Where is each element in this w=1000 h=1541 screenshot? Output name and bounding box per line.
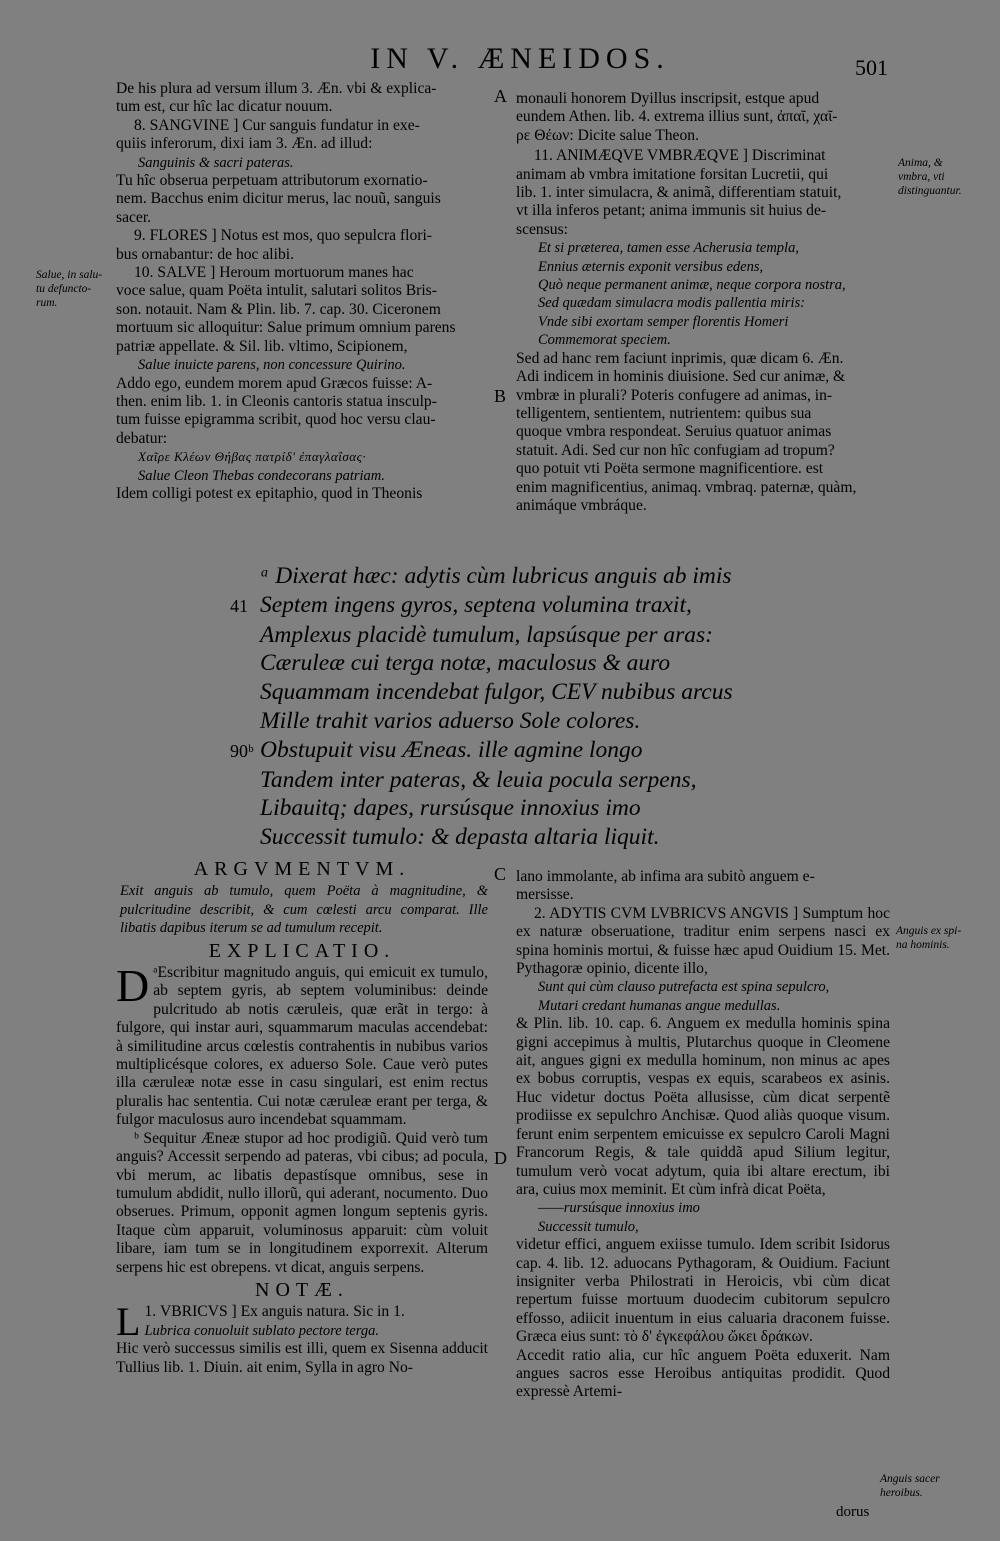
text-block: mersisse. <box>516 886 574 904</box>
margin-letter-b: B <box>494 386 507 406</box>
poem-line <box>230 766 850 795</box>
text-line: tum est, cur hîc lac dicatur nouum. <box>116 98 333 116</box>
aeneid-verses <box>230 562 850 852</box>
text-line: nem. Bacchus enim dicitur merus, lac nouũ, sanguis <box>116 190 441 208</box>
poem-line <box>230 591 850 621</box>
page-number: 501 <box>855 55 888 80</box>
margin-letter-d: D <box>494 1148 507 1168</box>
text-block: videtur effici, anguem exiisse tumulo. Idem scribit Isidorus cap. 4. lib. 12. aduocans Pythagoram, & Ouidium. Faciunt insigniter verba Philostrati in Heroicis, vbi cùm dicat repertum fuisse mortuum duodecim cubitorum sepulcro effosso, adiicit inuentum in eius caluaria draconem fuisse. Græca eius sunt: τὸ δ' ἐγκεφάλου ὤκει δράκων. <box>516 1236 890 1346</box>
notae-heading: NOTÆ. <box>255 1278 349 1301</box>
poem-text: Tandem inter pateras, & leuia pocula serpens, <box>260 766 697 793</box>
line-number: 90ᵇ <box>230 740 254 761</box>
drop-cap: D <box>116 960 150 1012</box>
text-line: Sed ad hanc rem faciunt inprimis, quæ dicam 6. Æn. <box>516 349 844 367</box>
text-line: De his plura ad versum illum 3. Æn. vbi & explica- <box>116 80 437 97</box>
line-number: 41 <box>230 595 248 616</box>
explicatio-paragraph-b: ᵇ Sequitur Æneæ stupor ad hoc prodigiũ. Quid verò tum anguis? Accessit serpendo ad pateras, vbi cibus; ad pocula, vbi merum, ac libatis depastísque omnibus, sese in tumulum abdidit, nullo illorũ, qui aderant, nocumento. Duo obserues. Primum, opponit agmen longum septenis gyris. Itaque cùm apparuit, voluminosus apparuit: cùm voluit libare, iam tum se in longitudinem exporrexit. Alterum serpens hic est obrepens. vt dicat, anguis serpens. <box>116 1129 488 1276</box>
text-line: eundem Athen. lib. 4. extrema illius sunt, ἀπαῖ, χαῖ- <box>516 108 838 126</box>
poem-text: Successit tumulo: & depasta altaria liquit. <box>260 824 660 851</box>
poem-text: Mille trahit varios aduerso Sole colores. <box>260 707 641 734</box>
poem-text: Septem ingens gyros, septena volumina traxit, <box>260 591 692 618</box>
greek-line: Χαῖρε Κλέων Θήβας πατρίδ' ἐπαγλαΐσας· <box>138 449 367 465</box>
verse-line: Quò neque permanent animæ, neque corpora nostra, <box>538 277 846 294</box>
text-line: quiis inferorum, dixi iam 3. Æn. ad illud: <box>116 135 373 153</box>
text-line: enim magnificentius, animaq. vmbraq. paternæ, quàm, <box>516 478 857 496</box>
text-line: sacer. <box>116 208 152 226</box>
margin-note-anima: Anima, & vmbra, vti distinguantur. <box>898 157 962 197</box>
text-line: 9. FLORES ] Notus est mos, quo sepulcra flori- <box>134 227 432 245</box>
poem-text: Squammam incendebat fulgor, CEV nubibus arcus <box>260 679 733 706</box>
poem-text: Cæruleæ cui terga notæ, maculosus & auro <box>260 650 671 677</box>
text-line: bus ornabantur: de hoc alibi. <box>116 245 294 263</box>
verse-line: Mutari credant humanas angue medullas. <box>538 997 781 1014</box>
notae-text: Hic verò successus similis est illi, quem ex Sisenna adducit Tullius lib. 1. Diuin. ait enim, Sylla in agro No- <box>116 1340 488 1376</box>
notae-text: VBRICVS ] Ex anguis natura. Sic in 1. <box>160 1303 405 1321</box>
poem-line <box>230 678 850 707</box>
text-line: scensus: <box>516 220 568 238</box>
poem-line <box>230 649 850 678</box>
verse-line: ——rursúsque innoxius imo <box>538 1200 700 1217</box>
verse-line: Successit tumulo, <box>538 1218 639 1235</box>
text-line: animam ab vmbra imitatione forsitan Lucretii, qui <box>516 165 829 183</box>
text-line: debatur: <box>116 429 168 447</box>
note-marker: ᵃ <box>153 964 158 982</box>
margin-letter-c: C <box>494 864 507 884</box>
argumentum-heading: ARGVMENTVM. <box>193 858 411 880</box>
text-line: Idem colligi potest ex epitaphio, quod in Theonis <box>116 484 423 502</box>
text-line: mortuum sic alloquitur: Salue primum omnium parens <box>116 319 456 337</box>
verse-line: Ennius æternis exponit versibus edens, <box>538 258 764 275</box>
text-line: 11. ANIMÆQVE VMBRÆQVE ] Discriminat <box>534 147 826 165</box>
text-line: telligentem, sentientem, nutrientem: quibus sua <box>516 404 812 422</box>
running-title: IN V. ÆNEIDOS. <box>370 42 670 75</box>
explicatio-paragraph-a <box>116 960 488 1130</box>
verse-line: Salue Cleon Thebas condecorans patriam. <box>138 467 385 484</box>
margin-note-angues-sacri: Anguis sacer heroibus. <box>880 1473 940 1499</box>
left-column-bottom <box>116 856 488 1377</box>
text-line: patriæ appellate. & Sil. lib. vltimo, Scipionem, <box>116 337 408 355</box>
poem-line <box>230 736 850 766</box>
right-column-bottom <box>516 868 890 1402</box>
poem-text: Obstupuit visu Æneas. ille agmine longo <box>260 736 643 763</box>
poem-line <box>230 621 850 650</box>
text-block: Accedit ratio alia, cur hîc anguem Poëta eduxerit. Nam angues sacros esse Heroibus antiquitas prodidit. Quod expressè Artemi- <box>516 1346 890 1401</box>
text-line: tum fuisse epigramma scribit, quod hoc versu clau- <box>116 411 436 429</box>
poem-line <box>230 562 850 591</box>
text-block: lano immolante, ab infima ara subitò anguem e- <box>516 868 815 885</box>
argumentum-text: Exit anguis ab tumulo, quem Poëta à magnitudine, & pulcritudine describit, & cum cœlesti arcu comparat. Ille libatis dapibus iterum se ad tumulum recepit. <box>120 883 488 937</box>
catchword: dorus <box>836 1504 870 1520</box>
poem-text: Libauitq; dapes, rursúsque innoxius imo <box>260 795 641 822</box>
text-line: 10. SALVE ] Heroum mortuorum manes hac <box>134 264 414 282</box>
text-block: 2. ADYTIS CVM LVBRICVS ANGVIS ] Sumptum hoc ex naturæ obseruatione, traditur enim serpens nasci ex spina hominis mortui, & fuisse hæc apud Ouidium 15. Met. Pythagoræ opinio, dicente illo, <box>516 904 890 978</box>
poem-text: Amplexus placidè tumulum, lapsúsque per aras: <box>260 621 713 648</box>
text-line: Adi indicem in hominis diuisione. Sed cur animæ, & <box>516 368 846 386</box>
text-line: quoque vmbra respondeat. Seruius quatuor animas <box>516 423 832 441</box>
text-line: 8. SANGVINE ] Cur sanguis fundatur in exe- <box>134 116 420 134</box>
verse-line: Sed quædam simulacra modis pallentia miris: <box>538 295 806 312</box>
text-line: ρε Θέων: Dicite salue Theon. <box>516 126 699 144</box>
drop-cap: L <box>116 1299 141 1345</box>
text-line: lib. 1. inter simulacra, & animã, differentiam statuit, <box>516 184 842 202</box>
text-line: quo potuit vti Poëta sermone magnificentiore. est <box>516 460 824 478</box>
text-block: & Plin. lib. 10. cap. 6. Anguem ex medulla hominis spina gigni accepimus à multis, Plutarchus quoque in Cleomene ait, angues gigni ex medulla hominum, non minus ac apes ex bobus corruptis, vespas ex equis, scarabeos ex asinis. Huc videtur doctus Poëta allusisse, cùm dicat serpentẽ prodiisse ex sepulchro Anchisæ. Quod aliàs quoque visum. ferunt enim serpentem emicuisse ex sepulcro Caroli Magni Francorum Regis, & tale quiddã apud Silium legitur, tumulum verò vocat adytum, quia ibi altare erectum, ibi ara, cuius mox meminit. Et cùm infrà dicat Poëta, <box>516 1015 890 1198</box>
poem-line <box>230 823 850 852</box>
verse-line: Et si præterea, tamen esse Acherusia templa, <box>538 240 799 257</box>
margin-note-salue: Salue, in salu- tu defuncto- rum. <box>36 269 103 309</box>
verse-line: Commemorat speciem. <box>538 332 671 349</box>
text-line: voce salue, quam Poëta intulit, salutari solitos Bris- <box>116 282 437 300</box>
poem-line <box>230 794 850 823</box>
note-number: 1. <box>144 1303 157 1321</box>
text-line: Addo ego, eundem morem apud Græcos fuisse: A- <box>116 374 433 392</box>
text-line: monauli honorem Dyillus inscripsit, estque apud <box>516 90 820 107</box>
text-line: animáque vmbráque. <box>516 496 647 514</box>
verse-line: Salue inuicte parens, non concessure Quirino. <box>138 357 406 374</box>
poem-line <box>230 707 850 736</box>
margin-note-anguis-spina: Anguis ex spi- na hominis. <box>896 925 962 951</box>
verse-line: Sunt qui cùm clauso putrefacta est spina sepulcro, <box>538 979 830 996</box>
right-column-top <box>516 90 890 515</box>
verse-line: Sanguinis & sacri pateras. <box>138 154 294 171</box>
text-line: vt illa inferos petant; anima immunis sit huius de- <box>516 202 827 220</box>
margin-letter-a: A <box>494 86 507 106</box>
poem-text: ᵃ Dixerat hæc: adytis cùm lubricus anguis ab imis <box>260 563 732 589</box>
text-line: son. notauit. Nam & Plin. lib. 7. cap. 30. Ciceronem <box>116 300 441 318</box>
text-line: Tu hîc obserua perpetuam attributorum exornatio- <box>116 172 428 190</box>
explicatio-text: Escribitur magnitudo anguis, qui emicuit ex tumulo, ab septem gyris, ab septem voluminibus: deinde pulcritudo ab notis cæruleis, quæ erãt in tergo: à fulgore, qui instar auri, squammarum maculas accendebat: à similitudine arcus cœlestis contrahentis in nubibus varios multiplicésque colores, ex aduerso Sole. Caue verò putes illa cæruleæ notæ esse in casu singulari, est enim rectus pluralis hac sententia. Cui notæ cæruleæ erant per terga, & fulgor maculosus auro incendebat squammam. <box>116 964 488 1129</box>
verse-line: Lubrica conuoluit sublato pectore terga. <box>144 1322 379 1339</box>
verse-line: Vnde sibi exortam semper florentis Homeri <box>538 313 789 330</box>
explicatio-heading: EXPLICATIO. <box>208 939 396 962</box>
text-line: statuit. Adi. Sed cur non hîc confugiam ad tropum? <box>516 441 835 459</box>
text-line: then. enim lib. 1. in Cleonis cantoris statua insculp- <box>116 392 437 410</box>
text-line: vmbræ in plurali? Poteris confugere ad animas, in- <box>516 386 833 404</box>
left-column-top <box>116 80 488 503</box>
